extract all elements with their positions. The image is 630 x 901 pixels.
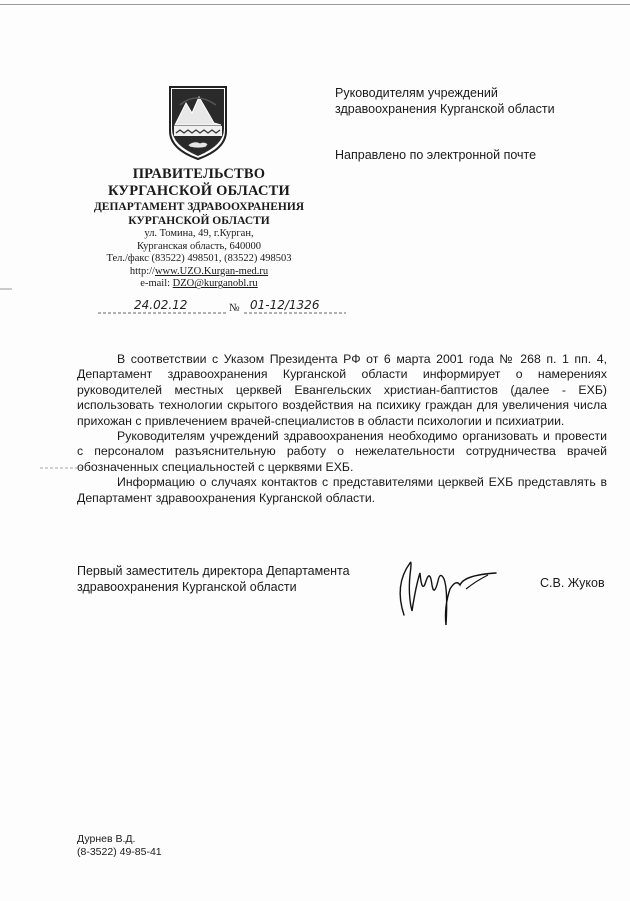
sent-electronically-note: Направлено по электронной почте xyxy=(335,148,537,162)
signatory-title-line2: здравоохранения Курганской области xyxy=(77,580,297,594)
body-paragraph-1: В соответствии с Указом Президента РФ от 6 марта 2001 года № 268 п. 1 пп. 4, Департамент здравоохранения Курганской области информирует о намерениях руководителей местных церквей Евангельских христиан-баптистов (далее - ЕХБ) использовать технологии скрытого воздействия на психику граждан для увеличения числа прихожан с привлечением врачей-специалистов в области психологии и психиатрии. xyxy=(77,352,607,428)
recipient-block xyxy=(335,85,595,117)
body-paragraph-2: Руководителям учреждений здравоохранения необходимо организовать и провести с персоналом разъяснительную работу о нежелательности сотрудничества врачей обозначенных специальностей с церквями ЕХБ. xyxy=(77,429,607,474)
recipient-line1: Руководителям учреждений xyxy=(335,86,498,100)
number-sign: № xyxy=(229,302,240,314)
dept-name-line1: ДЕПАРТАМЕНТ ЗДРАВООХРАНЕНИЯ xyxy=(93,201,305,213)
org-name-line1: ПРАВИТЕЛЬСТВО xyxy=(132,166,266,182)
body-paragraph-3: Информацию о случаях контактов с представителями церквей ЕХБ представлять в Департамент здравоохранения Курганской области. xyxy=(77,475,607,505)
website-prefix: http:// xyxy=(129,265,155,277)
margin-tick-mark xyxy=(0,286,12,292)
handwritten-signature xyxy=(376,545,506,630)
kurgan-coat-of-arms-emblem xyxy=(166,83,230,163)
date-number-line xyxy=(98,298,348,318)
website xyxy=(80,266,318,279)
signatory-title xyxy=(77,563,377,595)
signatory-name: С.В. Жуков xyxy=(540,576,605,590)
org-name-line2: КУРГАНСКОЙ ОБЛАСТИ xyxy=(107,183,290,199)
sender-letterhead xyxy=(80,166,318,291)
letter-body xyxy=(77,352,607,506)
email xyxy=(80,278,318,291)
handwritten-date: 24.02.12 xyxy=(134,298,188,312)
phone-fax: Тел./факс (83522) 498501, (83522) 498503 xyxy=(106,253,292,265)
executor-phone: (8-3522) 49-85-41 xyxy=(77,846,162,858)
email-prefix: e-mail: xyxy=(140,278,173,290)
dept-name-line2: КУРГАНСКОЙ ОБЛАСТИ xyxy=(128,215,270,227)
signatory-title-line1: Первый заместитель директора Департамента xyxy=(77,564,350,578)
margin-dash-mark xyxy=(40,467,82,469)
address-line1: ул. Томина, 49, г.Курган, xyxy=(144,228,254,239)
email-link[interactable]: DZO@kurganobl.ru xyxy=(172,278,258,290)
executor-block xyxy=(77,833,162,859)
recipient-line2: здравоохранения Курганской области xyxy=(335,102,555,116)
executor-name: Дурнев В.Д. xyxy=(77,833,136,845)
address-line2: Курганская область, 640000 xyxy=(136,240,262,252)
website-link[interactable]: www.UZO.Kurgan-med.ru xyxy=(154,265,269,277)
handwritten-number: 01-12/1326 xyxy=(250,298,320,312)
scan-top-line xyxy=(0,4,630,5)
